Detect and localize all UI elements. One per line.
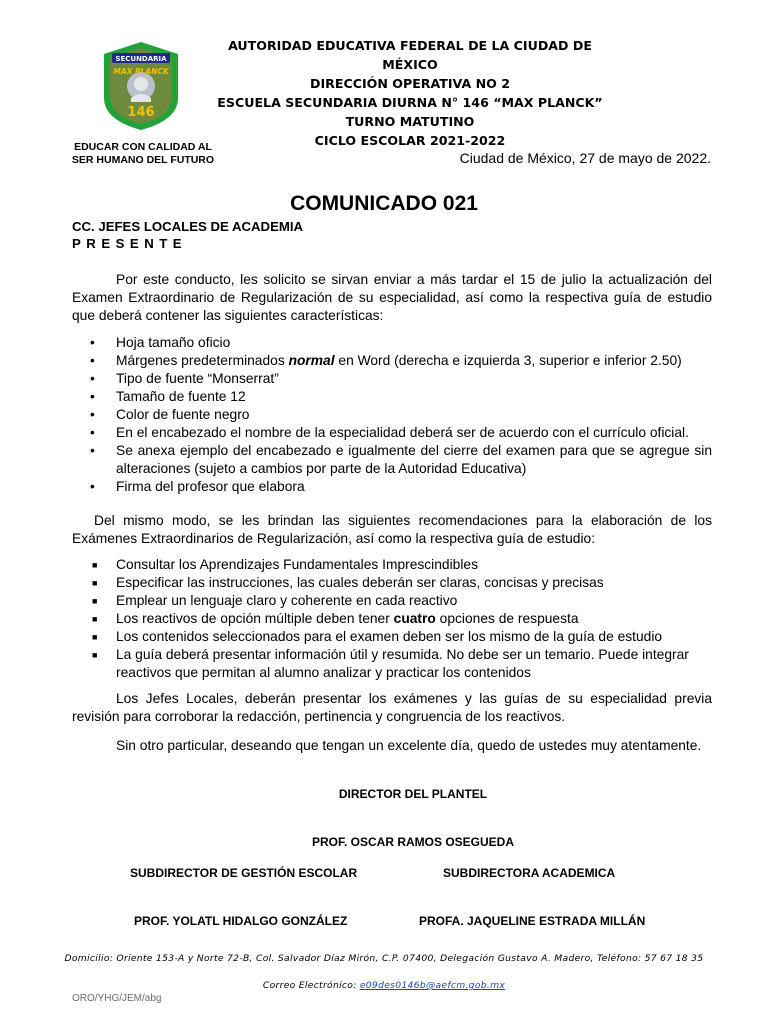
- features-list: [72, 334, 712, 496]
- document-date: Ciudad de México, 27 de mayo de 2022.: [459, 150, 711, 166]
- school-logo: [100, 40, 182, 132]
- list-item: • Tamaño de fuente 12: [90, 389, 246, 404]
- list-item: ■ Especificar las instrucciones, las cuales deberán ser claras, concisas y precisas: [92, 575, 604, 590]
- list-item: • Color de fuente negro: [90, 407, 250, 422]
- subdirectora-academica-title: SUBDIRECTORA ACADEMICA: [443, 866, 616, 880]
- list-item: • En el encabezado el nombre de la especialidad deberá ser de acuerdo con el currículo oficial.: [90, 425, 689, 440]
- email-link[interactable]: e09des0146b@aefcm.gob.mx: [359, 980, 506, 991]
- logo-top-text: SECUNDARIA: [115, 55, 167, 63]
- header-line: DIRECCIÓN OPERATIVA NO 2: [310, 76, 510, 91]
- recipient: CC. JEFES LOCALES DE ACADEMIA: [72, 219, 304, 234]
- list-item: ■ Los reactivos de opción múltiple deben tener cuatro opciones de respuesta: [92, 611, 579, 626]
- footer-email-line: [0, 980, 768, 991]
- recommendations-list: [72, 556, 712, 682]
- header-line: TURNO MATUTINO: [345, 114, 475, 129]
- farewell-paragraph: Sin otro particular, deseando que tengan un excelente día, quedo de ustedes muy atentamente.: [116, 738, 702, 753]
- closing-paragraph: Los Jefes Locales, deberán presentar los exámenes y las guías de su especialidad previa revisión para corroborar la redacción, pertinencia y congruencia de los reactivos.: [72, 691, 712, 724]
- list-item: • Márgenes predeterminados normal en Word (derecha e izquierda 3, superior e inferior 2.50): [90, 353, 682, 368]
- subdirectora-academica-name: PROFA. JAQUELINE ESTRADA MILLÁN: [419, 914, 646, 928]
- logo-name-text: MAX PLANCK: [113, 67, 169, 76]
- intro-paragraph: Por este conducto, les solicito se sirvan enviar a más tardar el 15 de julio la actualización del Examen Extraordinario de Regularización de su especialidad, así como la respectiva guía de estudio que deberá contener las siguientes características:: [72, 272, 712, 323]
- list-item: • Se anexa ejemplo del encabezado e igualmente del cierre del examen para que se agregue sin alteraciones (sujeto a cambios por parte de la Autoridad Educativa): [90, 443, 712, 476]
- motto-line: EDUCAR CON CALIDAD AL: [74, 141, 212, 153]
- letterhead: [200, 36, 620, 150]
- recommendations-intro: Del mismo modo, se les brindan las siguientes recomendaciones para la elaboración de los Exámenes Extraordinarios de Regularización, así como la respectiva guía de estudio:: [72, 513, 712, 546]
- subdirector-gestion-name: PROF. YOLATL HIDALGO GONZÁLEZ: [134, 914, 348, 928]
- presente-label: PRESENTE: [72, 236, 188, 251]
- email-label: Correo Electrónico:: [262, 980, 360, 991]
- subdirector-gestion-title: SUBDIRECTOR DE GESTIÓN ESCOLAR: [130, 866, 358, 880]
- reference-initials: ORO/YHG/JEM/abg: [72, 993, 162, 1004]
- school-motto: [64, 141, 222, 167]
- list-item: • Hoja tamaño oficio: [90, 335, 231, 350]
- footer-address: Domicilio: Oriente 153-A y Norte 72-B, Col. Salvador Díaz Mirón, C.P. 07400, Delegación Gustavo A. Madero, Teléfono: 57 67 18 35: [64, 953, 704, 964]
- list-item: ■ Consultar los Aprendizajes Fundamentales Imprescindibles: [92, 557, 478, 572]
- header-line: CICLO ESCOLAR 2021-2022: [314, 133, 506, 148]
- motto-line: SER HUMANO DEL FUTURO: [71, 154, 215, 166]
- director-name: PROF. OSCAR RAMOS OSEGUEDA: [311, 835, 515, 849]
- list-item: ■ Los contenidos seleccionados para el examen deben ser los mismo de la guía de estudio: [92, 629, 663, 644]
- header-line: ESCUELA SECUNDARIA DIURNA N° 146 “MAX PLANCK”: [217, 95, 603, 110]
- list-item: ■ Emplear un lenguaje claro y coherente en cada reactivo: [92, 593, 458, 608]
- document-title: COMUNICADO 021: [290, 192, 478, 215]
- list-item: ■ La guía deberá presentar información útil y resumida. No debe ser un temario. Puede integrar reactivos que permitan al alumno analizar y practicar los contenidos: [92, 647, 689, 680]
- director-title: DIRECTOR DEL PLANTEL: [338, 787, 488, 801]
- header-line: AUTORIDAD EDUCATIVA FEDERAL DE LA CIUDAD DE MÉXICO: [228, 38, 592, 72]
- logo-number-text: 146: [127, 105, 155, 120]
- list-item: • Firma del profesor que elabora: [90, 479, 305, 494]
- list-item: • Tipo de fuente “Monserrat”: [90, 371, 279, 386]
